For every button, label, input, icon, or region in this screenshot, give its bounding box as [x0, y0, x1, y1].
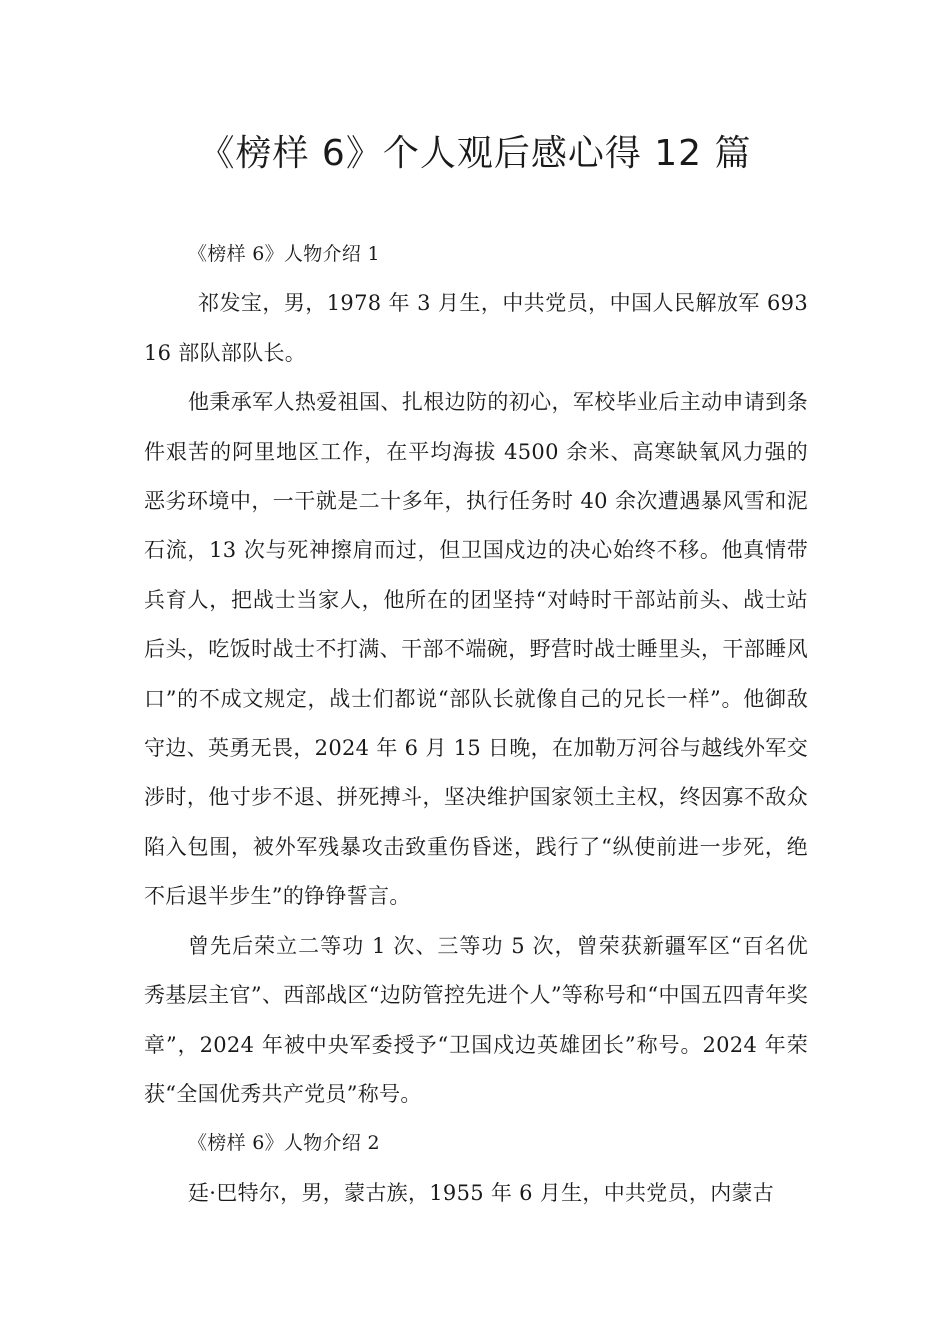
section-heading-1: 《榜样 6》人物介绍 1	[188, 243, 380, 265]
paragraph-biography-1: 他秉承军人热爱祖国、扎根边防的初心，军校毕业后主动申请到条件艰苦的阿里地区工作，在平均海拔 4500 余米、高寒缺氧风力强的恶劣环境中，一干就是二十多年，执行任务时 40 余次遭遇暴风雪和泥石流，13 次与死神擦肩而过，但卫国戍边的决心始终不移。他真情带兵育人，把战士当家人，他所在的团坚持“对峙时干部站前头、战士站后头，吃饭时战士不打满、干部不端碗，野营时战士睡里头，干部睡风口”的不成文规定，战士们都说“部队长就像自己的兄长一样”。他御敌守边、英勇无畏，2024 年 6 月 15 日晚，在加勒万河谷与越线外军交涉时，他寸步不退、拼死搏斗，坚决维护国家领土主权，终因寡不敌众陷入包围，被外军残暴攻击致重伤昏迷，践行了“纵使前进一步死，绝不后退半步生”的铮铮誓言。	[144, 390, 808, 909]
document-title: 《榜样 6》个人观后感心得 12 篇	[198, 133, 752, 174]
paragraph-intro-1: 祁发宝，男，1978 年 3 月生，中共党员，中国人民解放军 69316 部队部队长。	[144, 291, 808, 365]
document-body	[144, 230, 808, 1218]
section-heading-2: 《榜样 6》人物介绍 2	[188, 1132, 380, 1155]
paragraph-honors-1: 曾先后荣立二等功 1 次、三等功 5 次，曾荣获新疆军区“百名优秀基层主官”、西部战区“边防管控先进个人”等称号和“中国五四青年奖章”，2024 年被中央军委授予“卫国戍边英雄团长”称号。2024 年荣获“全国优秀共产党员”称号。	[144, 933, 808, 1106]
paragraph-intro-2: 廷·巴特尔，男，蒙古族，1955 年 6 月生，中共党员，内蒙古	[188, 1180, 775, 1205]
